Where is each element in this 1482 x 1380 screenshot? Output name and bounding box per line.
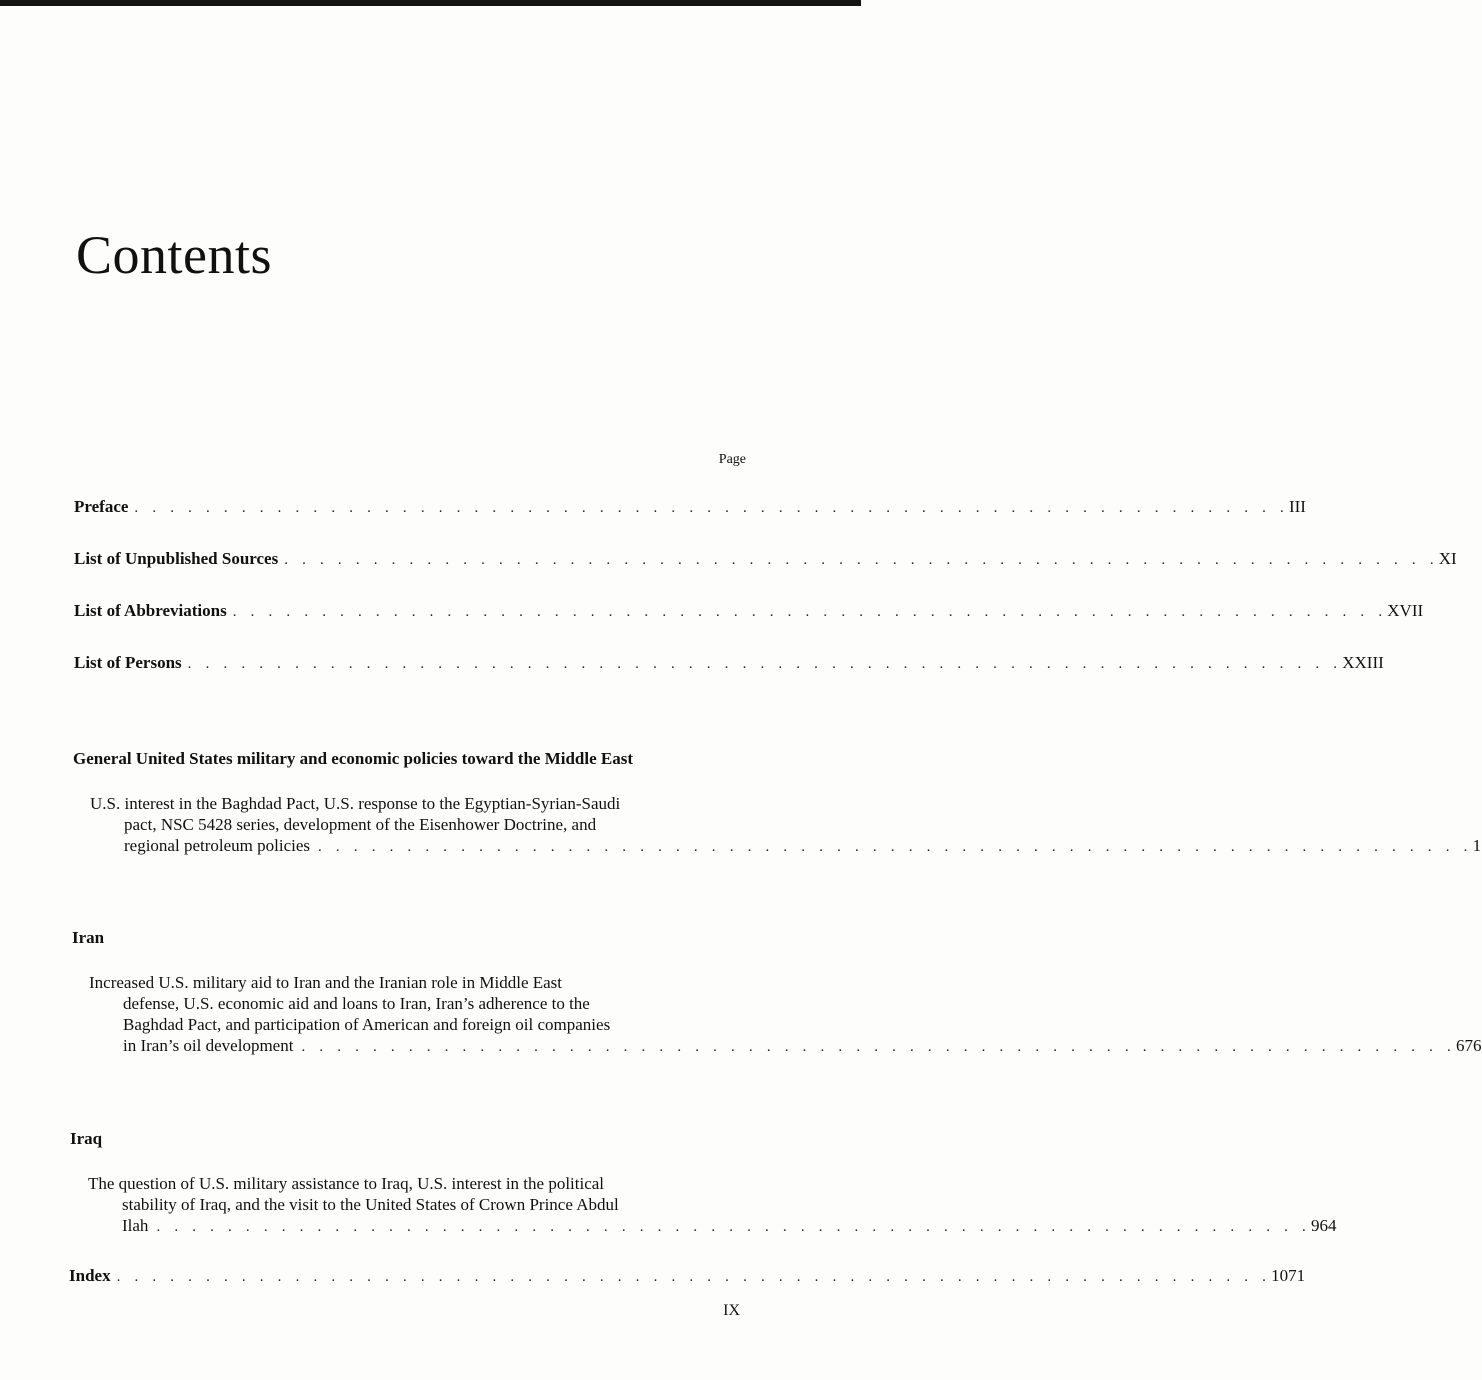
toc-entry-persons[interactable] (74, 653, 1384, 673)
toc-entry-page: 964 (1311, 1216, 1337, 1235)
toc-entry-label: Preface (74, 497, 129, 516)
page-folio: IX (723, 1302, 740, 1319)
toc-entry-unpublished-sources[interactable] (74, 549, 1457, 569)
page-title: Contents (76, 225, 273, 285)
toc-entry-page: XVII (1387, 601, 1424, 620)
page-column-label: Page (718, 452, 746, 467)
dot-leader: . . . . . . . . . . . . . . . . . . . . . . . . . . . . . . . . . . . . . . . . . . . . . . . . . . . . . . . . . . . . . . . . . (156, 1219, 1311, 1235)
entry-line: Ilah (122, 1216, 149, 1235)
toc-entry-page: XI (1438, 549, 1457, 568)
dot-leader: . . . . . . . . . . . . . . . . . . . . . . . . . . . . . . . . . . . . . . . . . . . . . . . . . . . . . . . . . . . . . . . . . (232, 604, 1388, 620)
entry-line: stability of Iraq, and the visit to the United States of Crown Prince Abdul (122, 1195, 619, 1214)
section-heading-iraq: Iraq (70, 1129, 103, 1148)
toc-entry-label: Index (69, 1266, 111, 1285)
toc-entry-page: 1 (1472, 836, 1482, 855)
toc-entry-label: List of Unpublished Sources (74, 549, 279, 568)
dot-leader: . . . . . . . . . . . . . . . . . . . . . . . . . . . . . . . . . . . . . . . . . . . . . . . . . . . . . . . . . . . . . . . . . (318, 839, 1473, 855)
entry-line: defense, U.S. economic aid and loans to Iran, Iran’s adherence to the (123, 994, 590, 1013)
dot-leader: . . . . . . . . . . . . . . . . . . . . . . . . . . . . . . . . . . . . . . . . . . . . . . . . . . . . . . . . . . . . . . . . . (187, 656, 1343, 672)
entry-line: U.S. interest in the Baghdad Pact, U.S. response to the Egyptian-Syrian-Saudi (90, 794, 621, 813)
toc-entry-preface[interactable] (74, 497, 1306, 517)
dot-leader: . . . . . . . . . . . . . . . . . . . . . . . . . . . . . . . . . . . . . . . . . . . . . . . . . . . . . . . . . . . . . . . . . (301, 1039, 1456, 1055)
entry-line: regional petroleum policies (124, 836, 310, 855)
toc-entry-iraq[interactable] (88, 1173, 1337, 1238)
dot-leader: . . . . . . . . . . . . . . . . . . . . . . . . . . . . . . . . . . . . . . . . . . . . . . . . . . . . . . . . . . . . . . . . . (116, 1269, 1272, 1285)
entry-last-line (90, 835, 1482, 858)
section-heading-iran: Iran (72, 928, 105, 947)
entry-line: The question of U.S. military assistance to Iraq, U.S. interest in the political (88, 1174, 605, 1193)
dot-leader: . . . . . . . . . . . . . . . . . . . . . . . . . . . . . . . . . . . . . . . . . . . . . . . . . . . . . . . . . . . . . . . . . (284, 552, 1439, 568)
dot-leader: . . . . . . . . . . . . . . . . . . . . . . . . . . . . . . . . . . . . . . . . . . . . . . . . . . . . . . . . . . . . . . . . . (134, 500, 1289, 516)
toc-entry-iran[interactable] (89, 972, 1482, 1058)
entry-last-line (88, 1215, 1337, 1238)
toc-entry-page: 1071 (1271, 1266, 1306, 1285)
toc-entry-index[interactable] (69, 1266, 1306, 1286)
entry-last-line (89, 1035, 1482, 1058)
toc-entry-abbreviations[interactable] (74, 601, 1424, 621)
top-rule (0, 0, 861, 6)
entry-line: Baghdad Pact, and participation of American and foreign oil companies (123, 1015, 611, 1034)
toc-entry-page: 676 (1456, 1036, 1482, 1055)
toc-entry-label: List of Persons (74, 653, 182, 672)
entry-line: in Iran’s oil development (123, 1036, 294, 1055)
toc-entry-page: III (1288, 497, 1306, 516)
entry-line: Increased U.S. military aid to Iran and the Iranian role in Middle East (89, 973, 563, 992)
entry-line: pact, NSC 5428 series, development of the Eisenhower Doctrine, and (124, 815, 597, 834)
toc-entry-middle-east[interactable] (90, 793, 1482, 858)
section-heading-middle-east: General United States military and economic policies toward the Middle East (73, 749, 634, 768)
toc-entry-label: List of Abbreviations (74, 601, 227, 620)
toc-entry-page: XXIII (1342, 653, 1384, 672)
